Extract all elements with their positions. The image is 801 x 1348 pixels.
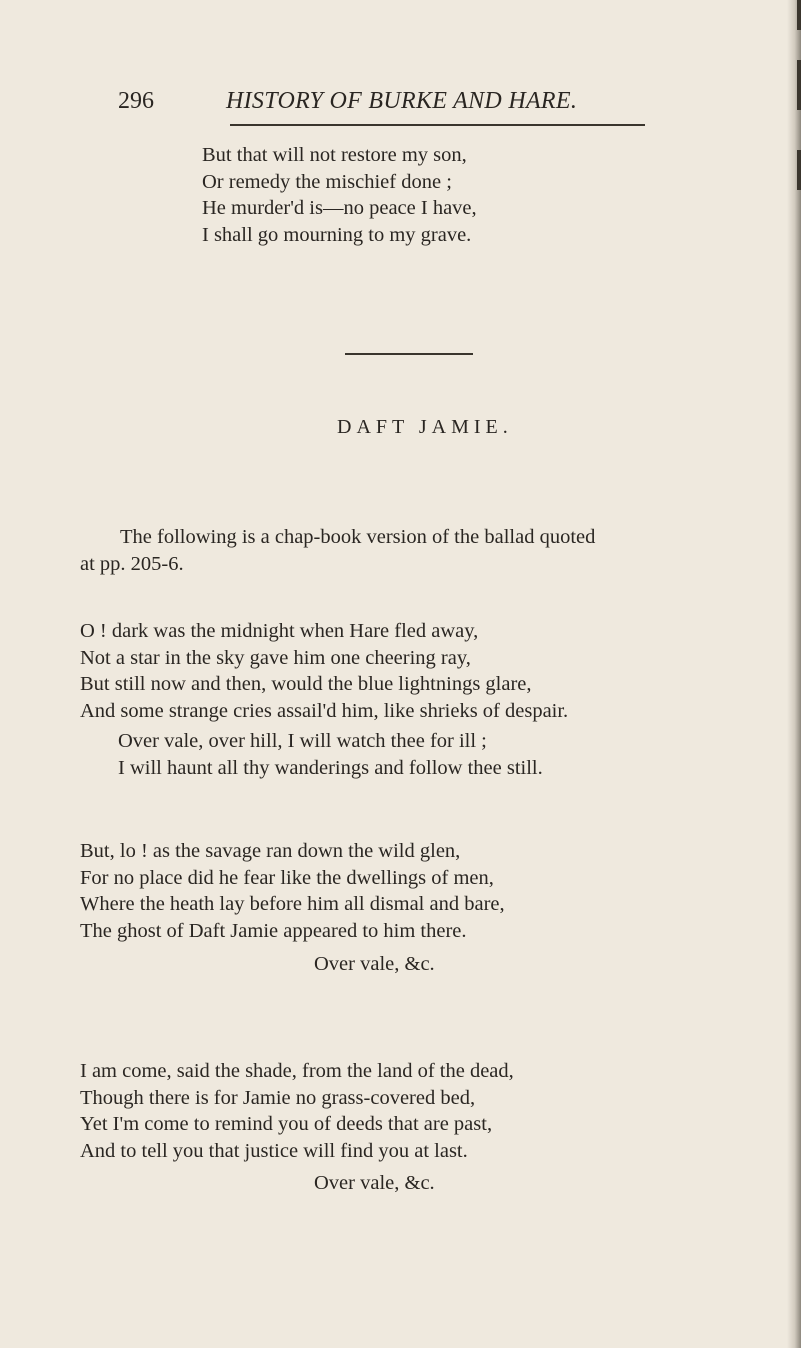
page-edge-mark: [797, 150, 801, 190]
verse-line: O ! dark was the midnight when Hare fled away,: [80, 620, 479, 642]
verse-line: Yet I'm come to remind you of deeds that are past,: [80, 1113, 493, 1135]
verse-line: But that will not restore my son,: [202, 144, 467, 166]
verse-line: And to tell you that justice will find you at last.: [80, 1139, 468, 1162]
page-header: [118, 88, 648, 118]
page-edge-shadow: [787, 0, 801, 1348]
chorus: [118, 728, 543, 781]
verse-line: Where the heath lay before him all dismal and bare,: [80, 893, 505, 915]
chorus-line: Over vale, over hill, I will watch thee for ill ;: [118, 730, 487, 752]
verse-line: He murder'd is—no peace I have,: [202, 197, 477, 219]
verse-line: But, lo ! as the savage ran down the wild glen,: [80, 840, 461, 862]
page-number: 296: [118, 88, 154, 114]
header-rule: [230, 124, 645, 126]
verse-line: I am come, said the shade, from the land of the dead,: [80, 1060, 514, 1082]
verse-stanza-3: [80, 1058, 514, 1164]
verse-line: Not a star in the sky gave him one cheering ray,: [80, 646, 471, 669]
verse-stanza-2: [80, 838, 505, 944]
verse-line: Though there is for Jamie no grass-covered bed,: [80, 1086, 476, 1109]
verse-line: I shall go mourning to my grave.: [202, 223, 472, 246]
opening-stanza: [202, 142, 477, 248]
running-title: HISTORY OF BURKE AND HARE.: [226, 88, 578, 114]
chorus-line: I will haunt all thy wanderings and follow thee still.: [118, 756, 543, 779]
verse-line: Or remedy the mischief done ;: [202, 170, 452, 193]
verse-stanza-1: [80, 618, 568, 724]
section-divider: [345, 353, 473, 355]
verse-line: The ghost of Daft Jamie appeared to him there.: [80, 919, 467, 942]
section-title: DAFT JAMIE.: [337, 416, 513, 438]
intro-line: at pp. 205-6.: [80, 552, 184, 575]
page-edge-mark: [797, 0, 801, 30]
verse-line: But still now and then, would the blue lightnings glare,: [80, 673, 532, 695]
page-edge-mark: [797, 60, 801, 110]
verse-line: For no place did he fear like the dwellings of men,: [80, 866, 494, 889]
intro-paragraph: [80, 524, 770, 577]
refrain: Over vale, &c.: [314, 1172, 435, 1194]
refrain: Over vale, &c.: [314, 953, 435, 975]
verse-line: And some strange cries assail'd him, like shrieks of despair.: [80, 699, 569, 722]
intro-line: The following is a chap-book version of the ballad quoted: [120, 526, 596, 548]
